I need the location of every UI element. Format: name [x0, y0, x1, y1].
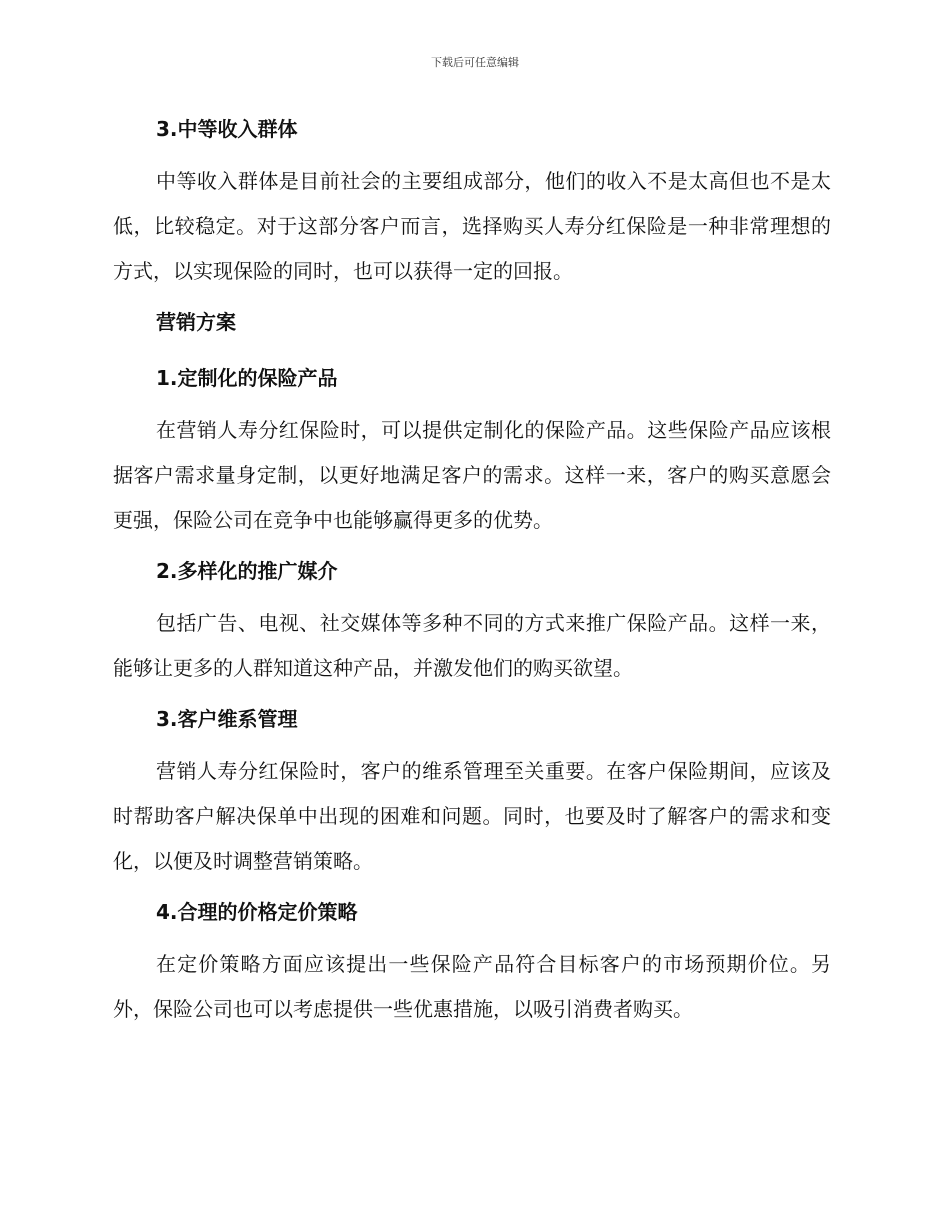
section-heading-middle-income: 3.中等收入群体 [156, 117, 298, 141]
paragraph-pricing-strategy: 在定价策略方面应该提出一些保险产品符合目标客户的市场预期价位。另外，保险公司也可以考虑提供一些优惠措施，以吸引消费者购买。 [113, 952, 831, 1021]
section-heading-customer-retention: 3.客户维系管理 [156, 707, 298, 731]
section-heading-pricing-strategy: 4.合理的价格定价策略 [156, 900, 358, 924]
page-header: 下载后可任意编辑 [431, 56, 519, 69]
paragraph-middle-income: 中等收入群体是目前社会的主要组成部分，他们的收入不是太高但也不是太低，比较稳定。对于这部分客户而言，选择购买人寿分红保险是一种非常理想的方式，以实现保险的同时，也可以获得一定的回报。 [113, 169, 831, 283]
document-body [113, 112, 831, 1032]
section-heading-customized-products: 1.定制化的保险产品 [156, 366, 338, 390]
section-heading-marketing-plan: 营销方案 [156, 310, 236, 334]
paragraph-customer-retention: 营销人寿分红保险时，客户的维系管理至关重要。在客户保险期间，应该及时帮助客户解决保单中出现的困难和问题。同时，也要及时了解客户的需求和变化，以便及时调整营销策略。 [113, 759, 831, 873]
paragraph-diverse-media: 包括广告、电视、社交媒体等多种不同的方式来推广保险产品。这样一来，能够让更多的人群知道这种产品，并激发他们的购买欲望。 [113, 611, 831, 680]
paragraph-customized-products: 在营销人寿分红保险时，可以提供定制化的保险产品。这些保险产品应该根据客户需求量身定制，以更好地满足客户的需求。这样一来，客户的购买意愿会更强，保险公司在竞争中也能够赢得更多的优势。 [113, 418, 831, 532]
section-heading-diverse-media: 2.多样化的推广媒介 [156, 559, 338, 583]
